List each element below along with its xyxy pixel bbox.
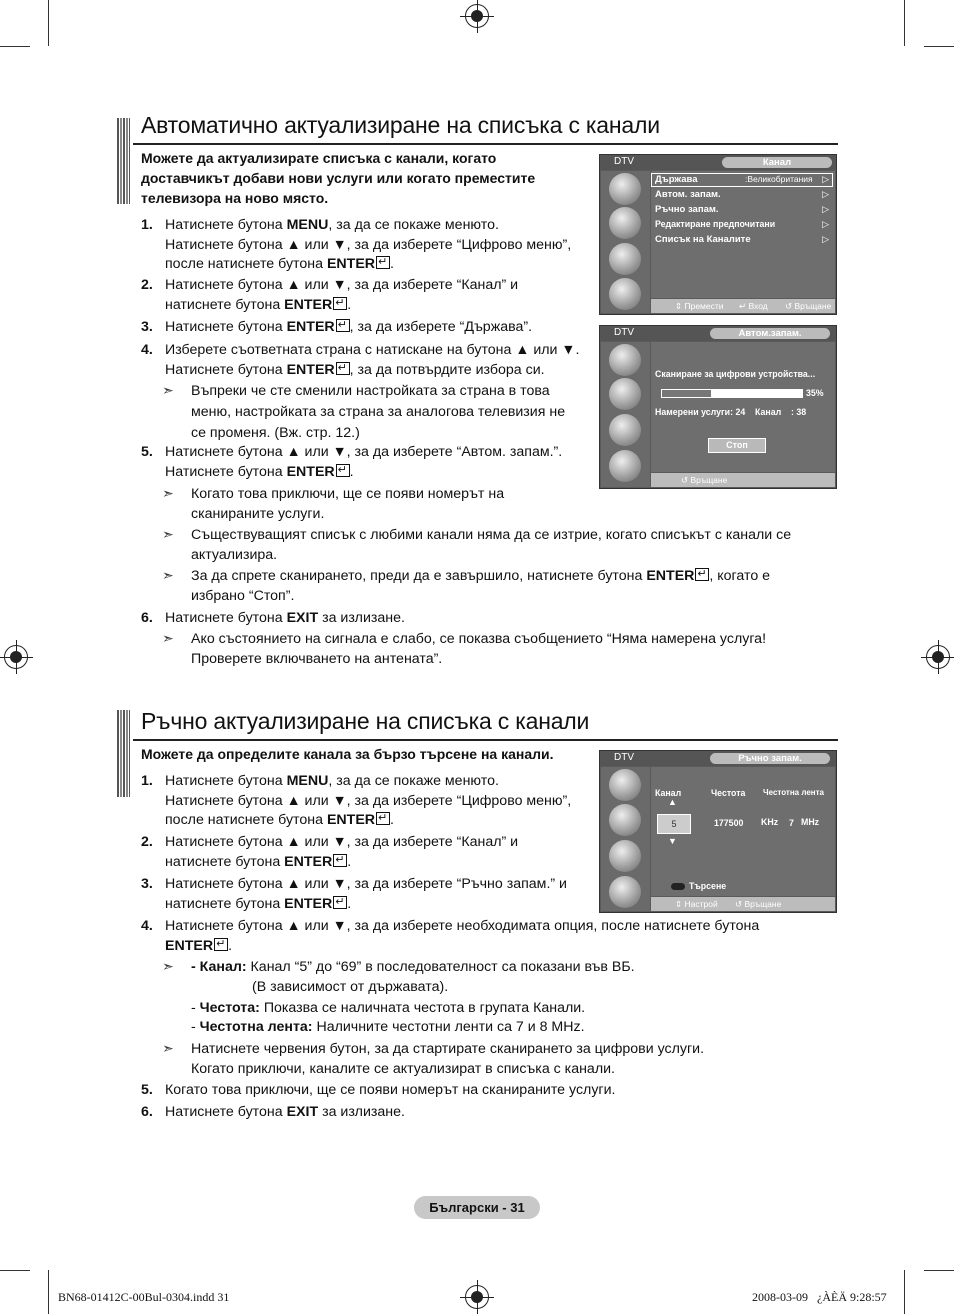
bandwidth-value: 7 [789, 818, 794, 828]
tv-title: Ръчно запам. [710, 753, 830, 764]
chevron-right-icon: ▷ [822, 174, 829, 184]
chevron-right-icon: ▷ [822, 234, 829, 244]
note-text: - Канал: Канал “5” до “69” в последователност са показани във ВБ. [191, 959, 635, 975]
note-text: се променя. (Вж. стр. 12.) [191, 425, 360, 441]
step-text: Натиснете бутона ▲ или ▼, за да изберете “Ръчно запам.” и [165, 876, 567, 892]
chevron-right-icon: ▷ [822, 219, 829, 229]
satellite-icon [609, 344, 641, 376]
tv-manual-body [651, 767, 835, 896]
scan-progress-track [661, 389, 803, 398]
step-text: натиснете бутона ENTER↵ . [165, 296, 351, 316]
return-hint: ↺ Връщане [681, 475, 728, 485]
tv-topbar [600, 751, 836, 766]
down-arrow-icon[interactable]: ▼ [668, 836, 677, 846]
enter-icon [376, 812, 390, 825]
tv-title: Канал [722, 157, 832, 168]
enter-icon [333, 896, 347, 909]
registration-mark-icon [4, 645, 28, 669]
note-text: - Честота: Показва се наличната честота в групата Канали. [191, 1000, 586, 1016]
section-bar [117, 710, 130, 797]
step-number: 6. [141, 1104, 153, 1120]
scan-status: Сканиране за цифрови устройства... [655, 369, 816, 379]
step-text: Натиснете бутона ENTER↵ . [165, 463, 354, 483]
step-text: после натиснете бутона ENTER↵ . [165, 811, 394, 831]
step-text: Натиснете бутона ENTER↵ , за да потвърдите избора си. [165, 361, 545, 381]
menu-item-country[interactable]: Държава :Великобритания [655, 174, 813, 185]
menu-item-auto-store[interactable]: Автом. запам. [655, 189, 721, 200]
step-number: 3. [141, 319, 153, 335]
chevron-right-icon: ▷ [822, 204, 829, 214]
move-hint: ⇕ Премести [675, 301, 724, 311]
note-text: За да спрете сканирането, преди да е завършило, натиснете бутона ENTER↵ , когато е [191, 567, 770, 587]
scan-progress-fill [662, 390, 711, 397]
step-number: 1. [141, 217, 153, 233]
stop-button[interactable]: Стоп [708, 438, 766, 453]
tv-sidebar [601, 171, 650, 313]
channel-field[interactable]: 5 [657, 814, 691, 834]
enter-icon [336, 319, 350, 332]
step-number: 4. [141, 342, 153, 358]
note-text: сканираните услуги. [191, 505, 325, 522]
enter-icon [333, 854, 347, 867]
note-text: Когато приключи, каналите се актуализират в списъка с канали. [191, 1060, 615, 1077]
return-hint: ↺ Връщане [785, 301, 832, 311]
step-number: 3. [141, 876, 153, 892]
section-bar [117, 118, 130, 204]
crop-mark [0, 1270, 30, 1271]
section-rule [133, 739, 838, 741]
note-text: Натиснете червения бутон, за да стартирате сканирането за цифрови услуги. [191, 1041, 705, 1057]
note-arrow-icon: ➣ [162, 382, 174, 398]
note-arrow-icon: ➣ [162, 567, 174, 583]
enter-icon [376, 256, 390, 269]
intro-line: доставчикът добави нови услуги или когато преместите [141, 170, 536, 186]
note-arrow-icon: ➣ [162, 485, 174, 501]
dtv-label: DTV [614, 156, 634, 167]
step-text: Изберете съответната страна с натискане на бутона ▲ или ▼. [165, 342, 580, 358]
step-text: натиснете бутона ENTER↵ . [165, 853, 351, 873]
step-text: Натиснете бутона ▲ или ▼, за да изберете “Цифрово меню”, [165, 792, 572, 809]
note-text: Проверете включването на антената”. [191, 650, 443, 667]
satellite-icon [609, 173, 641, 205]
registration-mark-icon [465, 4, 489, 28]
step-number: 5. [141, 444, 153, 460]
menu-item-manual-store[interactable]: Ръчно запам. [655, 204, 719, 215]
section2-title: Ръчно актуализиране на списъка с канали [141, 708, 590, 734]
tv-sidebar [601, 767, 650, 911]
tv-scan-body [651, 342, 835, 472]
tv-topbar [600, 326, 836, 341]
step-text: Когато това приключи, ще се появи номерът на сканираните услуги. [165, 1082, 616, 1098]
step-number: 6. [141, 610, 153, 626]
enter-icon [336, 464, 350, 477]
section2-intro: Можете да определите канала за бързо търсене на канали. [141, 746, 554, 762]
khz-unit: KHz [761, 817, 779, 827]
red-button-icon [671, 883, 685, 890]
globe-icon [609, 207, 641, 239]
antenna-icon [609, 450, 641, 482]
col-frequency: Честота [711, 788, 746, 798]
note-text: - Честотна лента: Наличните честотни ленти са 7 и 8 MHz. [191, 1019, 585, 1035]
step-text: Натиснете бутона ▲ или ▼, за да изберете “Канал” и [165, 834, 519, 850]
menu-item-edit-favourites[interactable]: Редактиране предпочитани [655, 219, 776, 229]
note-arrow-icon: ➣ [162, 958, 174, 974]
step-text: Натиснете бутона ▲ или ▼, за да изберете необходимата опция, после натиснете бутона [165, 918, 760, 934]
crop-mark [0, 46, 30, 47]
col-bandwidth: Честотна лента [763, 788, 824, 797]
frequency-value: 177500 [714, 818, 744, 828]
tv-topbar [600, 155, 836, 170]
date-slug: 2008-03-09 ¿ÀÈÄ 9:28:57 [752, 1290, 887, 1304]
step-text: Натиснете бутона MENU, за да се покаже менюто. [165, 217, 499, 233]
chevron-right-icon: ▷ [822, 189, 829, 199]
tv-footer [651, 473, 835, 487]
note-arrow-icon: ➣ [162, 526, 174, 542]
tv-menu-body [651, 171, 835, 298]
tv-footer [651, 299, 835, 313]
step-text: Натиснете бутона ▲ или ▼, за да изберете “Автом. запам.”. [165, 444, 563, 460]
registration-mark-icon [465, 1285, 489, 1309]
intro-line: Можете да актуализирате списъка с канали, когато [141, 150, 497, 166]
gear-icon [609, 414, 641, 446]
page-number-badge: Български - 31 [414, 1196, 540, 1219]
step-text: Натиснете бутона ▲ или ▼, за да изберете “Канал” и [165, 277, 519, 293]
step-text: Натиснете бутона ▲ или ▼, за да изберете “Цифрово меню”, [165, 236, 572, 253]
note-arrow-icon: ➣ [162, 630, 174, 646]
gear-icon [609, 243, 641, 275]
file-slug: BN68-01412C-00Bul-0304.indd 31 [58, 1290, 230, 1304]
crop-mark [48, 0, 49, 46]
mhz-unit: MHz [801, 817, 820, 827]
adjust-hint: ⇕ Настрой [675, 899, 718, 909]
col-channel: Канал [655, 788, 682, 798]
step-number: 2. [141, 277, 153, 293]
step-text: после натиснете бутона ENTER↵ . [165, 255, 394, 275]
satellite-icon [609, 769, 641, 801]
section-rule [133, 143, 838, 145]
return-hint: ↺ Връщане [735, 899, 782, 909]
crop-mark [924, 1270, 954, 1271]
tv-footer [651, 897, 835, 911]
antenna-icon [609, 876, 641, 908]
note-text: меню, настройката за страна за аналогова телевизия не [191, 404, 566, 420]
crop-mark [904, 1270, 905, 1314]
note-text: Когато това приключи, ще се появи номерът на [191, 486, 505, 502]
globe-icon [609, 804, 641, 836]
step-text: ENTER↵ . [165, 937, 232, 957]
up-arrow-icon[interactable]: ▲ [668, 797, 677, 807]
tv-menu-channel [599, 154, 837, 315]
note-arrow-icon: ➣ [162, 1040, 174, 1056]
search-hint: Търсене [689, 881, 727, 891]
note-text: (В зависимост от държавата). [252, 979, 449, 995]
step-text: Натиснете бутона ENTER↵ , за да изберете “Държава”. [165, 318, 532, 338]
step-text: Натиснете бутона EXIT за излизане. [165, 1104, 405, 1120]
note-text: Ако състоянието на сигнала е слабо, се показва съобщението “Няма намерена услуга! [191, 631, 767, 647]
gear-icon [609, 840, 641, 872]
tv-menu-manual-store [599, 750, 837, 913]
tv-menu-auto-store [599, 325, 837, 489]
step-number: 2. [141, 834, 153, 850]
enter-icon [214, 938, 228, 951]
dtv-label: DTV [614, 752, 634, 763]
note-text: актуализира. [191, 546, 278, 563]
dtv-label: DTV [614, 327, 634, 338]
step-text: натиснете бутона ENTER↵ . [165, 895, 351, 915]
scan-progress-label: 35% [806, 388, 824, 398]
scan-found: Намерени услуги: 24 Канал : 38 [655, 407, 807, 417]
section1-title: Автоматично актуализиране на списъка с канали [141, 112, 660, 138]
antenna-icon [609, 278, 641, 310]
intro-line: телевизора на ново място. [141, 190, 329, 206]
enter-icon [336, 362, 350, 375]
crop-mark [904, 0, 905, 46]
step-text: Натиснете бутона EXIT за излизане. [165, 610, 405, 626]
enter-icon [333, 297, 347, 310]
crop-mark [48, 1270, 49, 1314]
step-number: 1. [141, 773, 153, 789]
note-text: избрано “Стоп”. [191, 587, 295, 604]
menu-item-channel-list[interactable]: Списък на Каналите [655, 234, 751, 245]
crop-mark [924, 46, 954, 47]
note-text: Въпреки че сте сменили настройката за страна в това [191, 383, 550, 399]
tv-title: Автом.запам. [710, 328, 830, 339]
enter-icon [695, 568, 709, 581]
enter-hint: ↵ Вход [739, 301, 768, 311]
step-number: 5. [141, 1082, 153, 1098]
step-number: 4. [141, 918, 153, 934]
section1-intro [141, 148, 581, 208]
registration-mark-icon [926, 645, 950, 669]
tv-sidebar [601, 342, 650, 487]
step-text: Натиснете бутона MENU, за да се покаже менюто. [165, 773, 499, 789]
note-text: Съществуващият списък с любими канали няма да се изтрие, когато списъкът с канали се [191, 527, 792, 543]
globe-icon [609, 378, 641, 410]
